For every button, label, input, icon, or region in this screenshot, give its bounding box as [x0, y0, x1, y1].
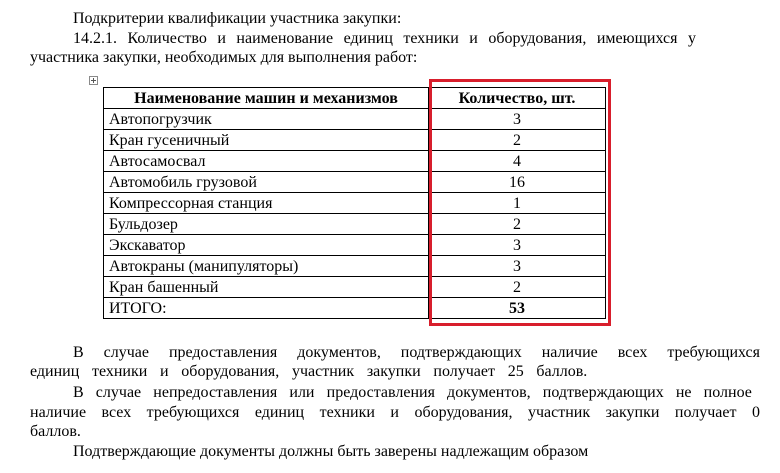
paragraph-3-line-1: Подтверждающие документы должны быть заверены надлежащим образом	[73, 443, 589, 460]
table-row	[104, 214, 606, 235]
table-header-row	[104, 88, 606, 109]
criterion-14-2-1-line1: 14.2.1. Количество и наименование единиц техники и оборудования, имеющихся у	[73, 30, 696, 47]
row-qty: 2	[429, 130, 606, 151]
row-name: Кран гусеничный	[104, 130, 429, 151]
total-qty: 53	[429, 298, 606, 319]
row-qty: 2	[429, 214, 606, 235]
table-row	[104, 172, 606, 193]
table-row	[104, 151, 606, 172]
subcriteria-heading: Подкритерии квалификации участника закупки:	[73, 10, 402, 27]
total-label: ИТОГО:	[104, 298, 429, 319]
row-name: Бульдозер	[104, 214, 429, 235]
row-name: Компрессорная станция	[104, 193, 429, 214]
table-row	[104, 277, 606, 298]
row-qty: 1	[429, 193, 606, 214]
table-row	[104, 235, 606, 256]
equipment-table	[103, 87, 606, 319]
table-row	[104, 256, 606, 277]
table-total-row	[104, 298, 606, 319]
row-name: Экскаватор	[104, 235, 429, 256]
row-name: Автосамосвал	[104, 151, 429, 172]
paragraph-2-line-2: наличие всех требующихся единиц техники и оборудования, участник закупки получает 0	[30, 404, 760, 421]
paragraph-1-line-2: единиц техники и оборудования, участник закупки получает 25 баллов.	[30, 363, 588, 380]
table-row	[104, 130, 606, 151]
paragraph-1-line-1: В случае предоставления документов, подтверждающих наличие всех требующихся	[73, 344, 760, 361]
row-name: Автокраны (манипуляторы)	[104, 256, 429, 277]
paragraph-2-line-3: баллов.	[30, 423, 81, 440]
row-name: Автомобиль грузовой	[104, 172, 429, 193]
row-qty: 3	[429, 235, 606, 256]
row-qty: 3	[429, 256, 606, 277]
row-qty: 16	[429, 172, 606, 193]
header-quantity: Количество, шт.	[429, 88, 606, 109]
paragraph-2-line-1: В случае непредоставления или предоставления документов, подтверждающих не полное	[73, 384, 752, 401]
table-row	[104, 193, 606, 214]
row-name: Кран башенный	[104, 277, 429, 298]
criterion-14-2-1-line2: участника закупки, необходимых для выполнения работ:	[30, 49, 418, 66]
row-qty: 3	[429, 109, 606, 130]
table-row	[104, 109, 606, 130]
row-name: Автопогрузчик	[104, 109, 429, 130]
table-move-handle-icon[interactable]	[89, 76, 98, 85]
row-qty: 4	[429, 151, 606, 172]
header-machine-name: Наименование машин и механизмов	[104, 88, 429, 109]
row-qty: 2	[429, 277, 606, 298]
